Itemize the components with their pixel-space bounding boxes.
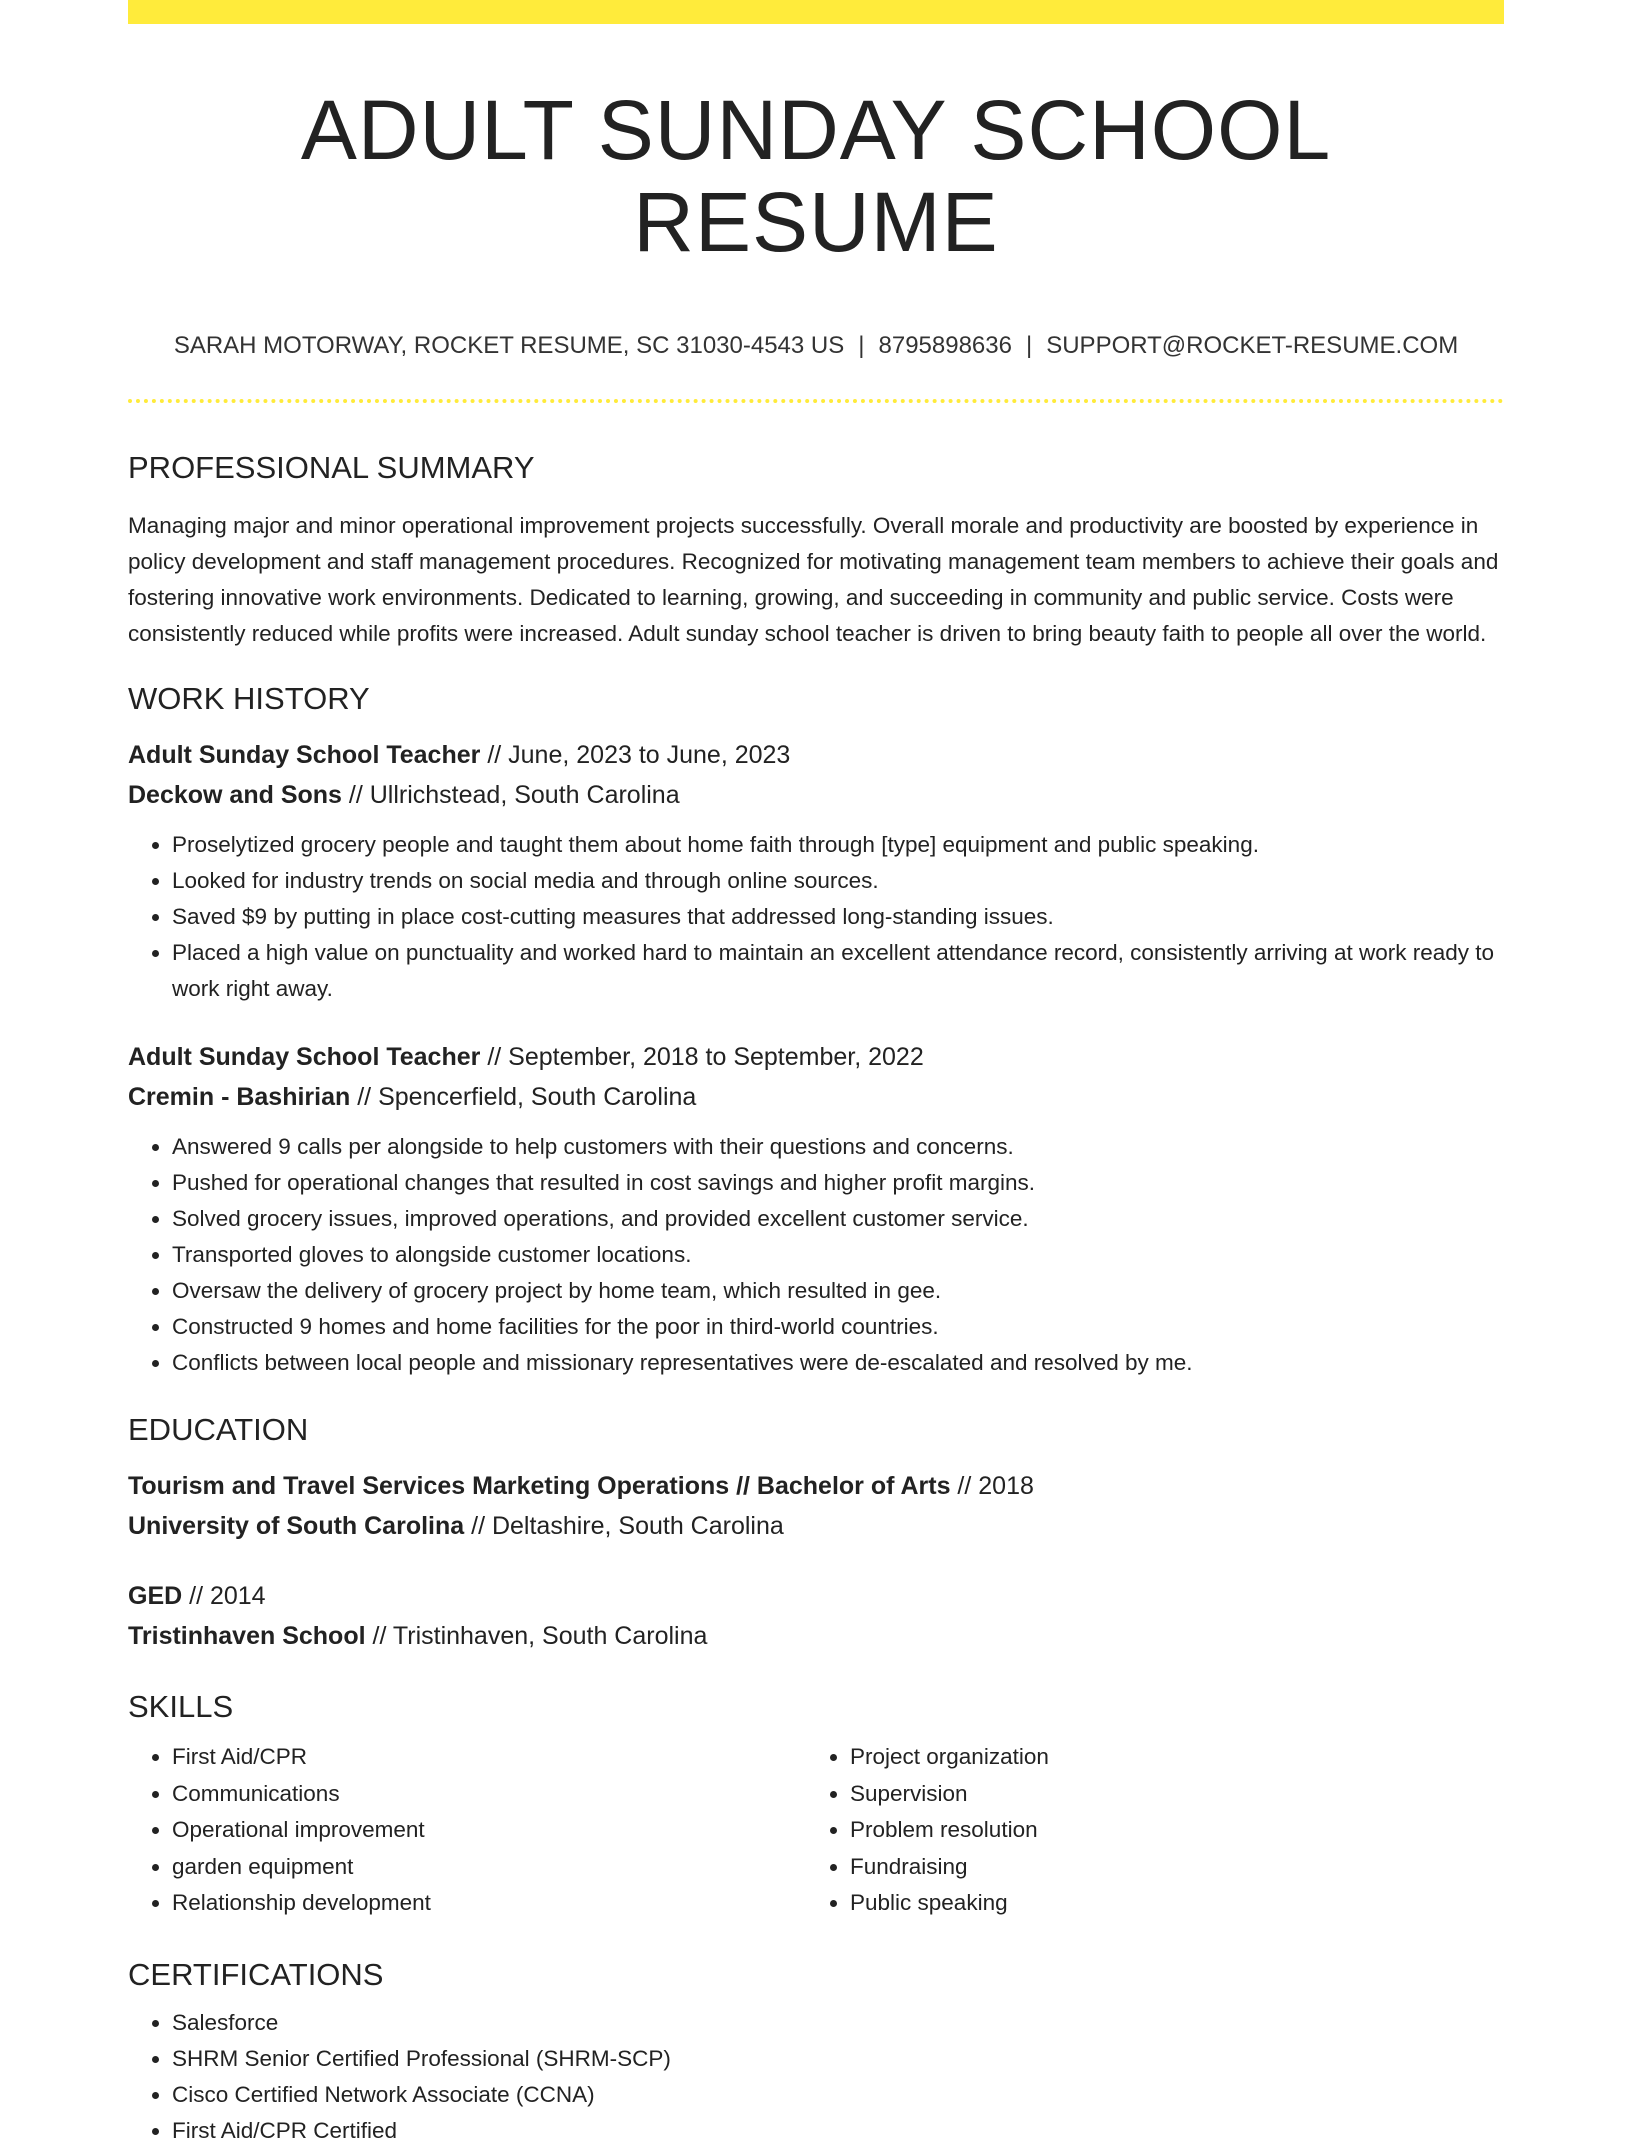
education-entry xyxy=(128,1576,1504,1656)
contact-address: SARAH MOTORWAY, ROCKET RESUME, SC 31030-4543 US xyxy=(173,331,845,359)
job-company: Deckow and Sons xyxy=(128,780,342,809)
education-heading: EDUCATION xyxy=(128,1411,309,1447)
job-company: Cremin - Bashirian xyxy=(128,1082,351,1111)
list-item: • Relationship development xyxy=(172,1885,806,1922)
list-item: • Constructed 9 homes and home facilities for the poor in third-world countries. xyxy=(172,1309,1504,1345)
degree-line xyxy=(128,1576,1504,1616)
contact-email: SUPPORT@ROCKET-RESUME.COM xyxy=(1046,331,1459,359)
list-item: • Proselytized grocery people and taught them about home faith through [type] equipment and public speaking. xyxy=(172,827,1504,863)
list-item: • First Aid/CPR xyxy=(172,1739,806,1776)
contact-separator: | xyxy=(858,331,865,359)
school: Tristinhaven School xyxy=(128,1622,366,1651)
list-item: • Supervision xyxy=(850,1776,1484,1813)
skills-column-left xyxy=(128,1739,806,1922)
job-dates: // September, 2018 to September, 2022 xyxy=(480,1042,924,1071)
school-line xyxy=(128,1506,1504,1546)
skills-heading: SKILLS xyxy=(128,1689,234,1725)
skills-grid xyxy=(128,1739,1504,1922)
list-item: • Oversaw the delivery of grocery project by home team, which resulted in gee. xyxy=(172,1273,1504,1309)
job-company-line xyxy=(128,1077,1504,1117)
job-title-line xyxy=(128,1037,1504,1077)
dotted-divider xyxy=(128,399,1504,403)
list-item: • Solved grocery issues, improved operations, and provided excellent customer service. xyxy=(172,1201,1504,1237)
list-item: • SHRM Senior Certified Professional (SHRM-SCP) xyxy=(172,2041,1504,2077)
list-item: • Looked for industry trends on social media and through online sources. xyxy=(172,863,1504,899)
job-title: Adult Sunday School Teacher xyxy=(128,740,481,769)
work-heading: WORK HISTORY xyxy=(128,680,370,716)
job-location: // Ullrichstead, South Carolina xyxy=(341,780,680,809)
list-item: • Cisco Certified Network Associate (CCNA) xyxy=(172,2077,1504,2113)
list-item: • Placed a high value on punctuality and worked hard to maintain an excellent attendance record, consistently arriving at work ready to work right away. xyxy=(172,935,1504,1007)
contact-phone: 8795898636 xyxy=(878,331,1012,359)
list-item: • Project organization xyxy=(850,1739,1484,1776)
education-entry xyxy=(128,1466,1504,1546)
job-title: Adult Sunday School Teacher xyxy=(128,1042,481,1071)
degree-year: // 2014 xyxy=(182,1582,266,1611)
list-item: • Pushed for operational changes that resulted in cost savings and higher profit margins. xyxy=(172,1165,1504,1201)
school-location: // Tristinhaven, South Carolina xyxy=(365,1622,708,1651)
job-location: // Spencerfield, South Carolina xyxy=(350,1082,697,1111)
list-item: • Saved $9 by putting in place cost-cutting measures that addressed long-standing issues. xyxy=(172,899,1504,935)
degree-line xyxy=(128,1466,1504,1506)
job-title-line xyxy=(128,735,1504,775)
summary-text: Managing major and minor operational improvement projects successfully. Overall morale and productivity are boosted by experience in policy development and staff management procedures. Recognized for motivating management team members to achieve their goals and fostering innovative work environments. Dedicated to learning, growing, and succeeding in community and public service. Costs were consistently reduced while profits were increased. Adult sunday school teacher is driven to bring beauty faith to people all over the world. xyxy=(128,512,1499,646)
school: University of South Carolina xyxy=(128,1512,465,1541)
accent-bar xyxy=(128,0,1504,24)
degree: Tourism and Travel Services Marketing Operations // Bachelor of Arts xyxy=(128,1472,951,1501)
skills-column-right xyxy=(806,1739,1484,1922)
contact-line xyxy=(128,332,1504,361)
list-item: • Communications xyxy=(172,1776,806,1813)
list-item: • Problem resolution xyxy=(850,1812,1484,1849)
job-dates: // June, 2023 to June, 2023 xyxy=(480,740,791,769)
job-entry xyxy=(128,735,1504,1007)
list-item: • Transported gloves to alongside customer locations. xyxy=(172,1237,1504,1273)
job-company-line xyxy=(128,775,1504,815)
degree: GED xyxy=(128,1582,183,1611)
resume-page xyxy=(128,0,1504,2149)
job-bullets xyxy=(128,827,1504,1007)
list-item: • Operational improvement xyxy=(172,1812,806,1849)
certifications-heading: CERTIFICATIONS xyxy=(128,1956,384,1992)
contact-separator: | xyxy=(1025,331,1033,359)
list-item: • Fundraising xyxy=(850,1849,1484,1886)
certifications-list xyxy=(128,2005,1504,2149)
list-item: • Conflicts between local people and missionary representatives were de-escalated and resolved by me. xyxy=(172,1345,1504,1381)
degree-year: // 2018 xyxy=(950,1472,1034,1501)
school-line xyxy=(128,1616,1504,1656)
list-item: • First Aid/CPR Certified xyxy=(172,2113,1504,2149)
school-location: // Deltashire, South Carolina xyxy=(464,1512,784,1541)
list-item: • Public speaking xyxy=(850,1885,1484,1922)
list-item: • garden equipment xyxy=(172,1849,806,1886)
list-item: • Answered 9 calls per alongside to help customers with their questions and concerns. xyxy=(172,1129,1504,1165)
job-bullets xyxy=(128,1129,1504,1381)
resume-title: ADULT SUNDAY SCHOOL RESUME xyxy=(300,83,1332,270)
summary-heading: PROFESSIONAL SUMMARY xyxy=(128,449,535,485)
job-entry xyxy=(128,1037,1504,1381)
list-item: • Salesforce xyxy=(172,2005,1504,2041)
